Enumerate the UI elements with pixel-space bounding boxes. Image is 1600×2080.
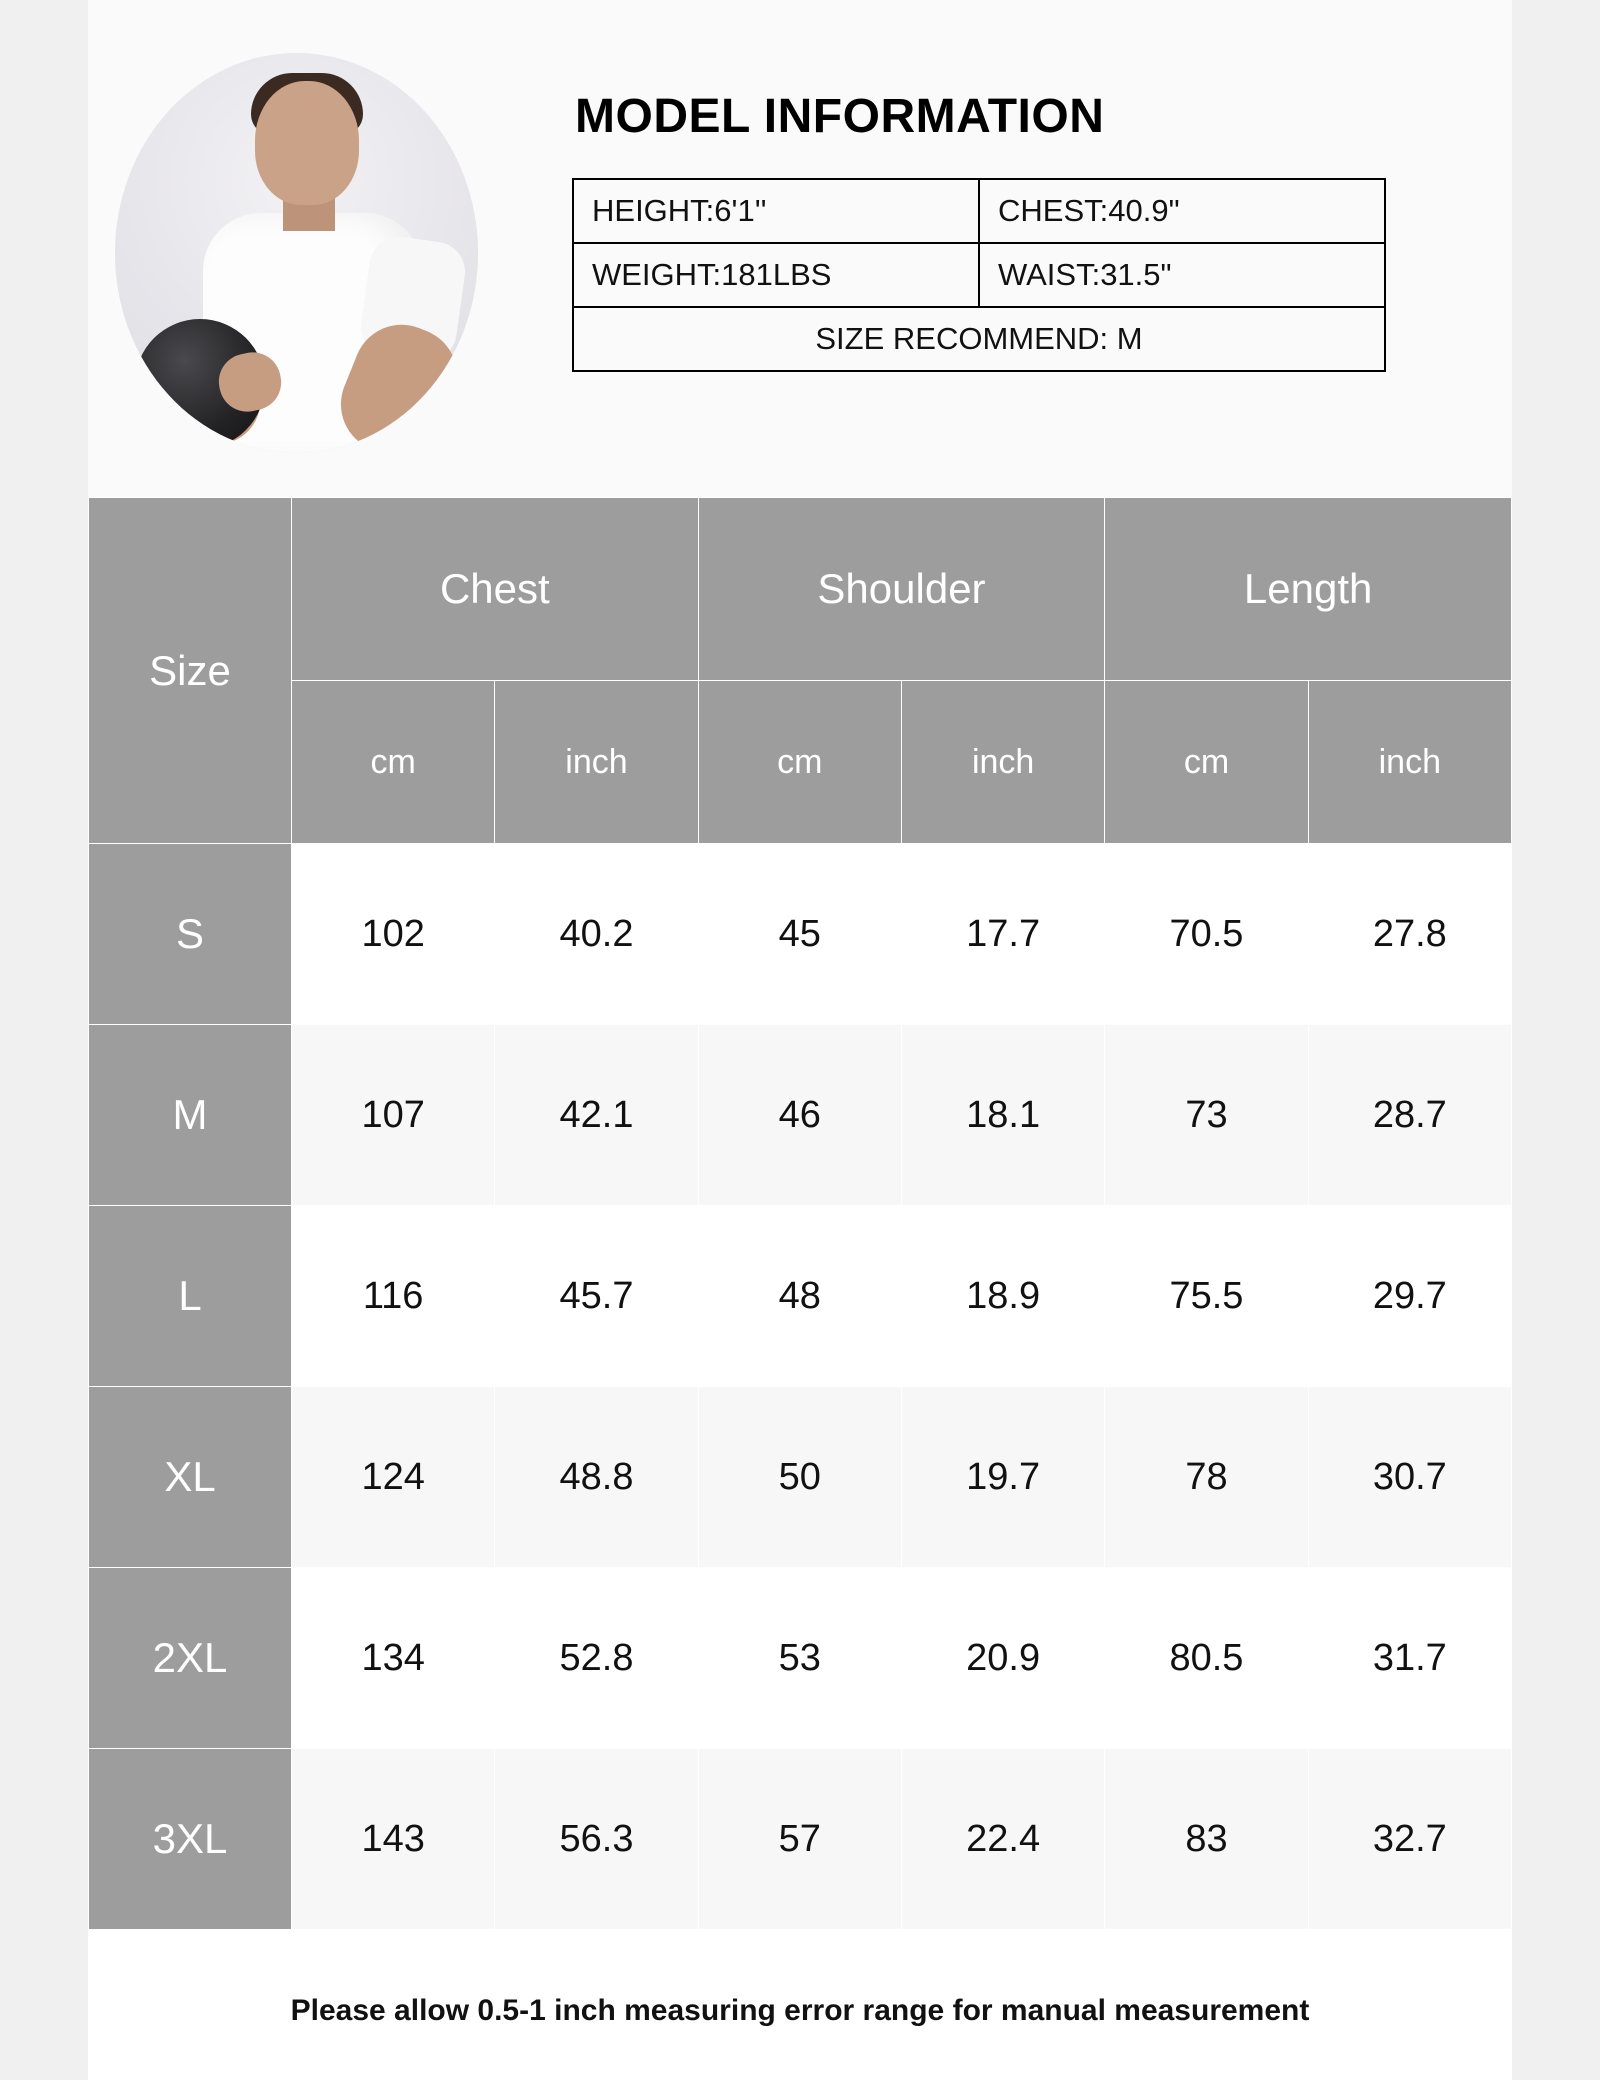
model-chest: CHEST:40.9" bbox=[979, 179, 1385, 243]
model-info-row bbox=[573, 179, 1385, 243]
cell-chest-inch: 45.7 bbox=[495, 1206, 698, 1387]
cell-chest-cm: 107 bbox=[292, 1025, 495, 1206]
cell-chest-cm: 134 bbox=[292, 1568, 495, 1749]
cell-length-inch: 28.7 bbox=[1308, 1025, 1511, 1206]
cell-shoulder-cm: 48 bbox=[698, 1206, 901, 1387]
model-information-table bbox=[572, 178, 1386, 372]
cell-chest-cm: 143 bbox=[292, 1749, 495, 1930]
cell-shoulder-cm: 46 bbox=[698, 1025, 901, 1206]
cell-shoulder-inch: 20.9 bbox=[901, 1568, 1104, 1749]
cell-length-inch: 30.7 bbox=[1308, 1387, 1511, 1568]
cell-chest-cm: 102 bbox=[292, 844, 495, 1025]
unit-shoulder-cm: cm bbox=[698, 681, 901, 844]
cell-shoulder-inch: 18.1 bbox=[901, 1025, 1104, 1206]
group-header-shoulder: Shoulder bbox=[698, 498, 1105, 681]
unit-length-inch: inch bbox=[1308, 681, 1511, 844]
cell-chest-inch: 52.8 bbox=[495, 1568, 698, 1749]
cell-shoulder-inch: 19.7 bbox=[901, 1387, 1104, 1568]
table-row bbox=[89, 1568, 1512, 1749]
cell-chest-cm: 124 bbox=[292, 1387, 495, 1568]
cell-length-cm: 75.5 bbox=[1105, 1206, 1308, 1387]
table-row bbox=[89, 1387, 1512, 1568]
measurement-note: Please allow 0.5-1 inch measuring error range for manual measurement bbox=[290, 1994, 1310, 2027]
model-info-row bbox=[573, 307, 1385, 371]
model-waist: WAIST:31.5" bbox=[979, 243, 1385, 307]
cell-length-inch: 32.7 bbox=[1308, 1749, 1511, 1930]
size-label: L bbox=[89, 1206, 292, 1387]
size-label: 2XL bbox=[89, 1568, 292, 1749]
size-table-header-row bbox=[89, 498, 1512, 681]
cell-length-inch: 29.7 bbox=[1308, 1206, 1511, 1387]
cell-shoulder-inch: 17.7 bbox=[901, 844, 1104, 1025]
cell-chest-inch: 42.1 bbox=[495, 1025, 698, 1206]
model-weight: WEIGHT:181LBS bbox=[573, 243, 979, 307]
unit-chest-inch: inch bbox=[495, 681, 698, 844]
unit-shoulder-inch: inch bbox=[901, 681, 1104, 844]
model-head bbox=[255, 81, 359, 205]
cell-shoulder-inch: 18.9 bbox=[901, 1206, 1104, 1387]
cell-shoulder-cm: 53 bbox=[698, 1568, 901, 1749]
model-height: HEIGHT:6'1'' bbox=[573, 179, 979, 243]
cell-shoulder-cm: 50 bbox=[698, 1387, 901, 1568]
table-row bbox=[89, 1025, 1512, 1206]
model-photo bbox=[115, 53, 478, 453]
size-label: M bbox=[89, 1025, 292, 1206]
size-column-header: Size bbox=[89, 498, 292, 844]
size-recommend: SIZE RECOMMEND: M bbox=[573, 307, 1385, 371]
cell-length-cm: 70.5 bbox=[1105, 844, 1308, 1025]
cell-length-cm: 80.5 bbox=[1105, 1568, 1308, 1749]
size-chart-table bbox=[88, 497, 1512, 1930]
cell-chest-cm: 116 bbox=[292, 1206, 495, 1387]
unit-chest-cm: cm bbox=[292, 681, 495, 844]
model-information-title: MODEL INFORMATION bbox=[575, 90, 1105, 143]
cell-shoulder-cm: 45 bbox=[698, 844, 901, 1025]
model-information-block bbox=[88, 0, 1512, 497]
cell-length-inch: 27.8 bbox=[1308, 844, 1511, 1025]
size-chart-sheet bbox=[88, 0, 1512, 2080]
size-table-unit-row bbox=[89, 681, 1512, 844]
group-header-chest: Chest bbox=[292, 498, 699, 681]
model-info-row bbox=[573, 243, 1385, 307]
size-label: 3XL bbox=[89, 1749, 292, 1930]
cell-length-inch: 31.7 bbox=[1308, 1568, 1511, 1749]
group-header-length: Length bbox=[1105, 498, 1512, 681]
table-row bbox=[89, 844, 1512, 1025]
cell-chest-inch: 56.3 bbox=[495, 1749, 698, 1930]
cell-chest-inch: 40.2 bbox=[495, 844, 698, 1025]
size-label: XL bbox=[89, 1387, 292, 1568]
size-label: S bbox=[89, 844, 292, 1025]
cell-shoulder-inch: 22.4 bbox=[901, 1749, 1104, 1930]
cell-length-cm: 78 bbox=[1105, 1387, 1308, 1568]
cell-length-cm: 73 bbox=[1105, 1025, 1308, 1206]
cell-length-cm: 83 bbox=[1105, 1749, 1308, 1930]
unit-length-cm: cm bbox=[1105, 681, 1308, 844]
table-row bbox=[89, 1206, 1512, 1387]
model-photo-image bbox=[115, 53, 478, 453]
cell-chest-inch: 48.8 bbox=[495, 1387, 698, 1568]
cell-shoulder-cm: 57 bbox=[698, 1749, 901, 1930]
table-row bbox=[89, 1749, 1512, 1930]
